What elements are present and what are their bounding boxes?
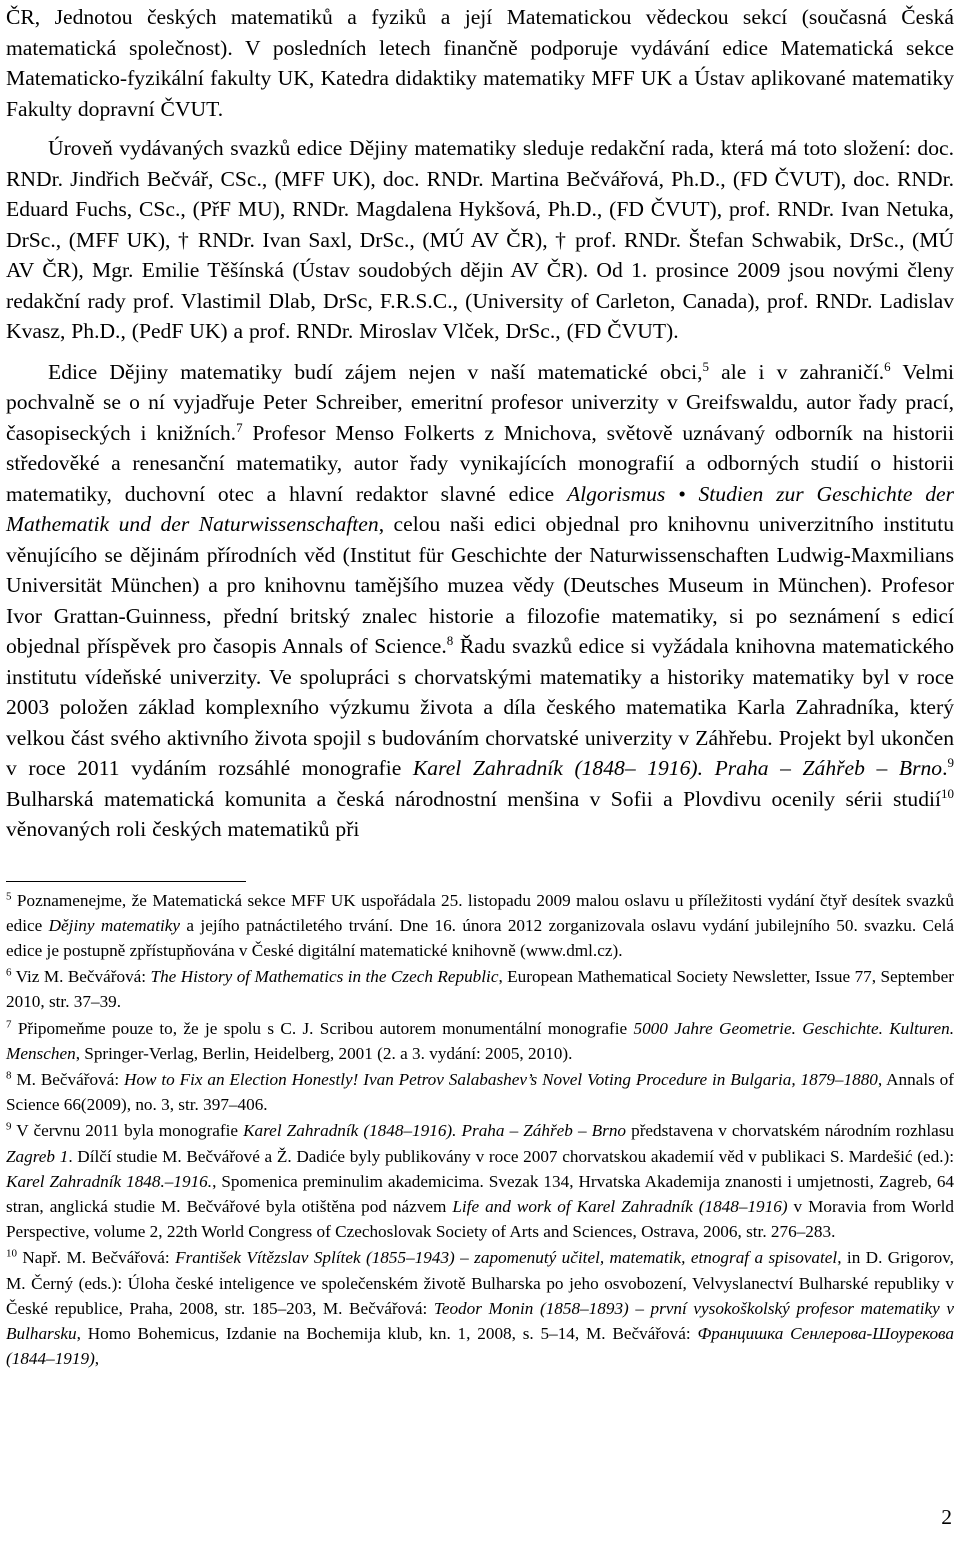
text-span: Řadu svazků edice si vyžádala knihovna matematického institutu vídeňské univerzity. Ve spolupráci s chorvatskými matematiky a historiky matematiky byl v roce 2003 položen základ komplexního výzkumu života a díla českého matematika Karla Zahradníka, který velkou část svého aktivního života spojil s budováním chorvatské univerzity v Záhřebu. Projekt byl ukončen v roce 2011 vydáním rozsáhlé monografie [6,634,955,780]
text-span: Velmi pochvalně se o ní vyjadřuje Peter Schreiber, emeritní profesor univerzity v Greifswaldu, autor řady prací, časopiseckých i knižních. [6,359,954,445]
text-span: , [94,1349,100,1369]
footnote-ref-10[interactable]: 10 [941,785,954,801]
paragraph-3-reception [6,357,954,845]
text-span: Připomeňme pouze to, že je spolu s C. J. Scribou autorem monumentální monografie [11,1018,634,1038]
italic-span: Life and work of Karel Zahradník (1848–1916) [452,1196,788,1216]
italic-span: Karel Zahradník 1848.–1916. [6,1171,213,1191]
footnote-number: 9 [6,1120,12,1133]
footnote-7 [6,1016,954,1066]
italic-span: Dějiny matematiky [48,915,181,935]
text-span: , Annals of Science 66(2009), no. 3, str. 397–406. [6,1069,955,1115]
footnote-ref-5[interactable]: 5 [702,358,709,374]
paragraph-2-editorial-board: Úroveň vydávaných svazků edice Dějiny matematiky sleduje redakční rada, která má toto složení: doc. RNDr. Jindřich Bečvář, CSc., (MFF UK), doc. RNDr. Martina Bečvářová, Ph.D., (FD ČVUT), doc. RNDr. Eduard Fuchs, CSc., (PřF MU), RNDr. Magdalena Hykšová, Ph.D., (FD ČVUT), prof. RNDr. Ivan Netuka, DrSc., (MFF UK), † RNDr. Ivan Saxl, DrSc., (MÚ AV ČR), † prof. RNDr. Štefan Schwabik, DrSc., (MÚ AV ČR), Mgr. Emilie Těšínská (Ústav soudobých dějin AV ČR). Od 1. prosince 2009 jsou novými členy redakční rady prof. Vlastimil Dlab, DrSc, F.R.S.C., (University of Carleton, Canada), prof. RNDr. Ladislav Kvasz, Ph.D., (PedF UK) a prof. RNDr. Miroslav Vlček, DrSc., (FD ČVUT). [6,136,954,343]
document-page [6,0,954,1372]
footnote-6 [6,964,954,1014]
text-span: . [942,756,948,780]
footnote-8 [6,1067,954,1117]
italic-span: How to Fix an Election Honestly! Ivan Petrov Salabashev’s Novel Voting Procedure in Bulgaria, 1879–1880 [123,1069,878,1089]
footnote-ref-9[interactable]: 9 [947,754,954,770]
footnotes [6,888,954,1372]
text-span: Viz M. Bečvářová: [11,967,151,987]
footnote-10 [6,1245,954,1371]
page-number: 2 [941,1505,952,1529]
text-span: V červnu 2011 byla monografie [11,1121,244,1141]
footnote-ref-6[interactable]: 6 [884,358,891,374]
text-span: M. Bečvářová: [11,1069,124,1089]
text-span: věnovaných roli českých matematiků při [6,817,360,841]
text-span: a jejího patnáctiletého trvání. Dne 16. února 2012 zorganizovala oslavu vydání jubilejního 50. svazku. Celá edice je postupně zpřístupňována v České digitální matematické knihovně (www.dml.cz). [6,915,955,960]
monograph-title-italic: Karel Zahradník (1848– 1916). Praha – Záhřeb – Brno [412,756,943,780]
italic-span: 5000 Jahre Geometrie. Geschichte. Kulturen. Menschen [6,1018,954,1063]
text-span: , celou naši edici objednal pro knihovnu univerzitního institutu věnujícího se dějinám přírodních věd (Institut für Geschichte der Naturwissenschaften Ludwig-Maxmilians Universität München) a pro knihovnu tamějšího muzea vědy (Deutsches Museum in München). Profesor Ivor Grattan-Guinness, přední britský znalec historie a filozofie matematiky, si po seznámení s edicí objednal příspěvek pro časopis Annals of Science. [6,512,954,658]
text-span: . Dílčí studie M. Bečvářové a Ž. Dadiće byly publikovány v roce 2007 chorvatskou akademií věd v publikaci S. Mardešić (ed.): [68,1146,954,1166]
series-title-italic: Algorismus • Studien zur Geschichte der Mathematik und der Naturwissenschaften [6,481,954,536]
italic-span: Teodor Monin (1858–1893) – první vysokoškolský profesor matematiky v Bulharsku [6,1298,954,1343]
text-span: Např. M. Bečvářová: [17,1248,176,1268]
footnote-ref-8[interactable]: 8 [446,632,454,648]
footnote-number: 10 [6,1247,17,1260]
text-span: , Spomenica preminulim akademicima. Svezak 134, Hrvatska Akademija znanosti i umjetnosti, Zagreb, 64 stran, anglická studie M. Bečvářové byla otištěna pod názvem [6,1171,955,1216]
footnote-5 [6,888,954,964]
text-span: představena v chorvatském národním rozhlasu [626,1121,954,1141]
footnote-number: 5 [6,889,12,902]
text-span: Bulharská matematická komunita a česká národnostní menšina v Sofii a Plovdivu ocenily sérii studií [6,786,941,811]
italic-span: The History of Mathematics in the Czech Republic [150,967,499,987]
text-span: , Homo Bohemicus, Izdanie na Bochemija klub, kn. 1, 2008, s. 5–14, M. Bečvářová: [76,1323,698,1343]
footnote-number: 7 [6,1017,12,1030]
italic-span: Karel Zahradník (1848–1916). Praha – Záhřeb – Brno [243,1121,627,1141]
text-span: v Moravia from World Perspective, volume 2, 22th World Congress of Czechoslovak Society of Arts and Sciences, Ostrava, 2006, str. 276–283. [6,1196,955,1242]
text-span: Poznamenejme, že Matematická sekce MFF UK uspořádala 25. listopadu 2009 malou oslavu u příležitosti vydání čtyř desítek svazků edice [6,890,954,935]
italic-span: František Vítězslav Splítek (1855–1943) – zapomenutý učitel, matematik, etnograf a spisovatel [175,1248,838,1268]
italic-span: Францишка Сенлерова-Шоурекова (1844–1919) [6,1323,954,1369]
italic-span: Zagreb 1 [6,1146,69,1166]
text-span: ale i v zahraničí. [709,359,885,384]
text-span: , European Mathematical Society Newsletter, Issue 77, September 2010, str. 37–39. [6,967,954,1012]
footnote-number: 6 [6,966,12,979]
paragraph-1: ČR, Jednotou českých matematiků a fyziků a její Matematickou vědeckou sekcí (současná Česká matematická společnost). V posledních letech finančně podporuje vydávání edice Matematická sekce Matematicko-fyzikální fakulty UK, Katedra didaktiky matematiky MFF UK a Ústav aplikované matematiky Fakulty dopravní ČVUT. [6,5,954,121]
footnote-9 [6,1118,954,1244]
text-span: Profesor Menso Folkerts z Mnichova, světově uznávaný odborník na historii středověké a renesanční matematiky, autor řady vynikajících monografií a odborných studií o historii matematiky, duchovní otec a hlavní redaktor slavné edice [6,420,954,506]
footnote-number: 8 [6,1069,12,1082]
text-span: , in D. Grigorov, M. Černý (eds.): Úloha české inteligence ve společenském životě Bulharska po jeho osvobození, Velvyslanectví Bulharské republiky v České republice, Praha, 2008, str. 185–203, M. Bečvářová: [6,1248,954,1318]
footnote-ref-7[interactable]: 7 [236,419,243,435]
text-span: Edice Dějiny matematiky budí zájem nejen v naší matematické obci, [48,359,703,384]
text-span: , Springer-Verlag, Berlin, Heidelberg, 2001 (2. a 3. vydání: 2005, 2010). [75,1043,573,1063]
footnote-separator [6,881,246,882]
